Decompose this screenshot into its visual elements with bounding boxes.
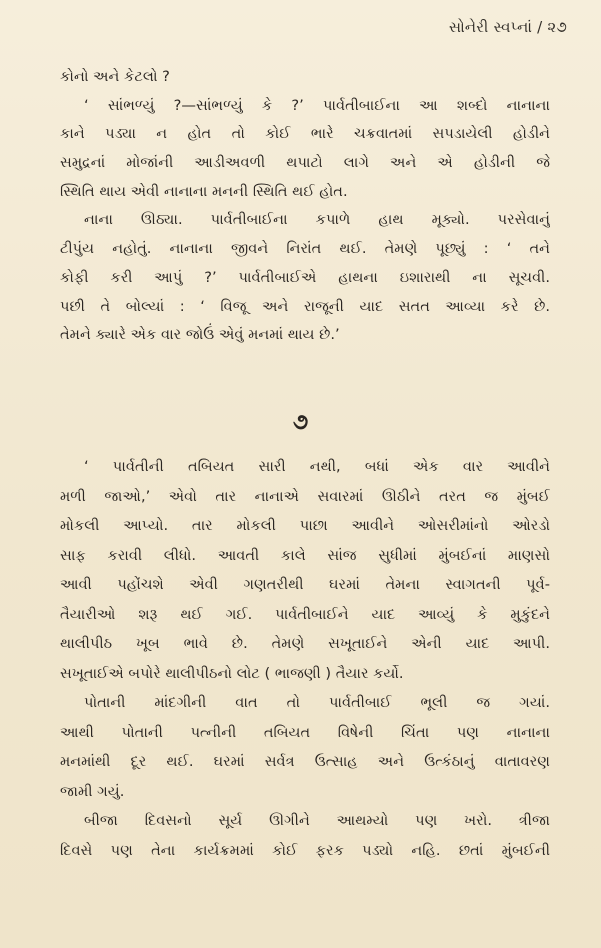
text-line: ‘ સાંભળ્યું ?—સાંભળ્યું કે ?’ પાર્વતીબાઈના આ શબ્દો નાનાના (84, 96, 550, 114)
text-line: જામી ગયું. (60, 782, 125, 800)
text-line: તેમને ક્યારે એક વાર જોઉં એવું મનમાં થાય છે.’ (60, 326, 340, 344)
text-line: સાફ કરાવી લીધો. આવતી કાલે સાંજ સુધીમાં મુંબઈનાં માણસો (60, 546, 550, 564)
section-number: ૭ (292, 410, 309, 435)
text-line: પોતાની માંદગીની વાત તો પાર્વતીબાઈ ભૂલી જ ગયાં. (84, 694, 550, 711)
text-line: દિવસે પણ તેના કાર્યક્રમમાં કોઈ ફરક પડ્યો નહિ. છતાં મુંબઈની (60, 841, 550, 859)
text-line: આથી પોતાની પત્નીની તબિયત વિષેની ચિંતા પણ નાનાના (60, 723, 550, 741)
text-line: ટીપુંય નહોતું. નાનાના જીવને નિરાંત થઈ. તેમણે પૂછ્યું : ‘ તને (60, 240, 550, 258)
text-line: કોનો અને કેટલો ? (60, 68, 170, 85)
text-line: મનમાંથી દૂર થઈ. ઘરમાં સર્વત્ર ઉત્સાહ અને ઉત્કંઠાનું વાતાવરણ (60, 753, 550, 770)
text-line: મોકલી આપ્યો. તાર મોકલી પાછા આવીને ઓસરીમાંનો ઓરડો (60, 517, 550, 534)
running-head: સોનેરી સ્વપ્નાં / ૨૭ (448, 18, 567, 36)
text-line: આવી પહોંચશે એવી ગણતરીથી ઘરમાં તેમના સ્વાગતની પૂર્વ- (60, 576, 550, 593)
text-line: સ્થિતિ થાય એવી નાનાના મનની સ્થિતિ થઈ હોત. (60, 182, 348, 200)
text-block-1 (60, 63, 550, 350)
text-line: નાના ઊઠ્યા. પાર્વતીબાઈના કપાળે હાથ મૂક્યો. પરસેવાનું (84, 211, 550, 229)
text-line: તૈયારીઓ શરૂ થઈ ગઈ. પાર્વતીબાઈને યાદ આવ્યું કે મુકુંદને (60, 605, 550, 623)
text-line: બીજા દિવસનો સૂર્ય ઊગીને આથમ્યો પણ ખરો. ત્રીજા (84, 812, 550, 829)
text-line: પછી તે બોલ્યાં : ‘ વિજૂ અને રાજૂની યાદ સતત આવ્યા કરે છે. (60, 297, 550, 315)
text-line: સમુદ્રનાં મોજાંની આડીઅવળી થપાટો લાગે અને એ હોડીની જે (60, 154, 550, 172)
text-block-2 (60, 452, 550, 865)
text-line: ‘ પાર્વતીની તબિયત સારી નથી, બધાં એક વાર આવીને (84, 458, 550, 475)
text-line: કાને પડ્યા ન હોત તો કોઈ ભારે ચક્રવાતમાં સપડાયેલી હોડીને (60, 125, 550, 143)
text-line: થાલીપીઠ ખૂબ ભાવે છે. તેમણે સખૂતાઈને એની યાદ આપી. (60, 635, 550, 652)
text-line: મળી જાઓ,’ એવો તાર નાનાએ સવારમાં ઊઠીને તરત જ મુંબઈ (60, 487, 550, 505)
text-line: સખૂતાઈએ બપોરે થાલીપીઠનો લોટ ( ભાજણી ) તૈયાર કર્યો. (60, 664, 404, 682)
text-line: કોફી કરી આપું ?’ પાર્વતીબાઈએ હાથના ઇશારાથી ના સૂચવી. (60, 268, 550, 286)
